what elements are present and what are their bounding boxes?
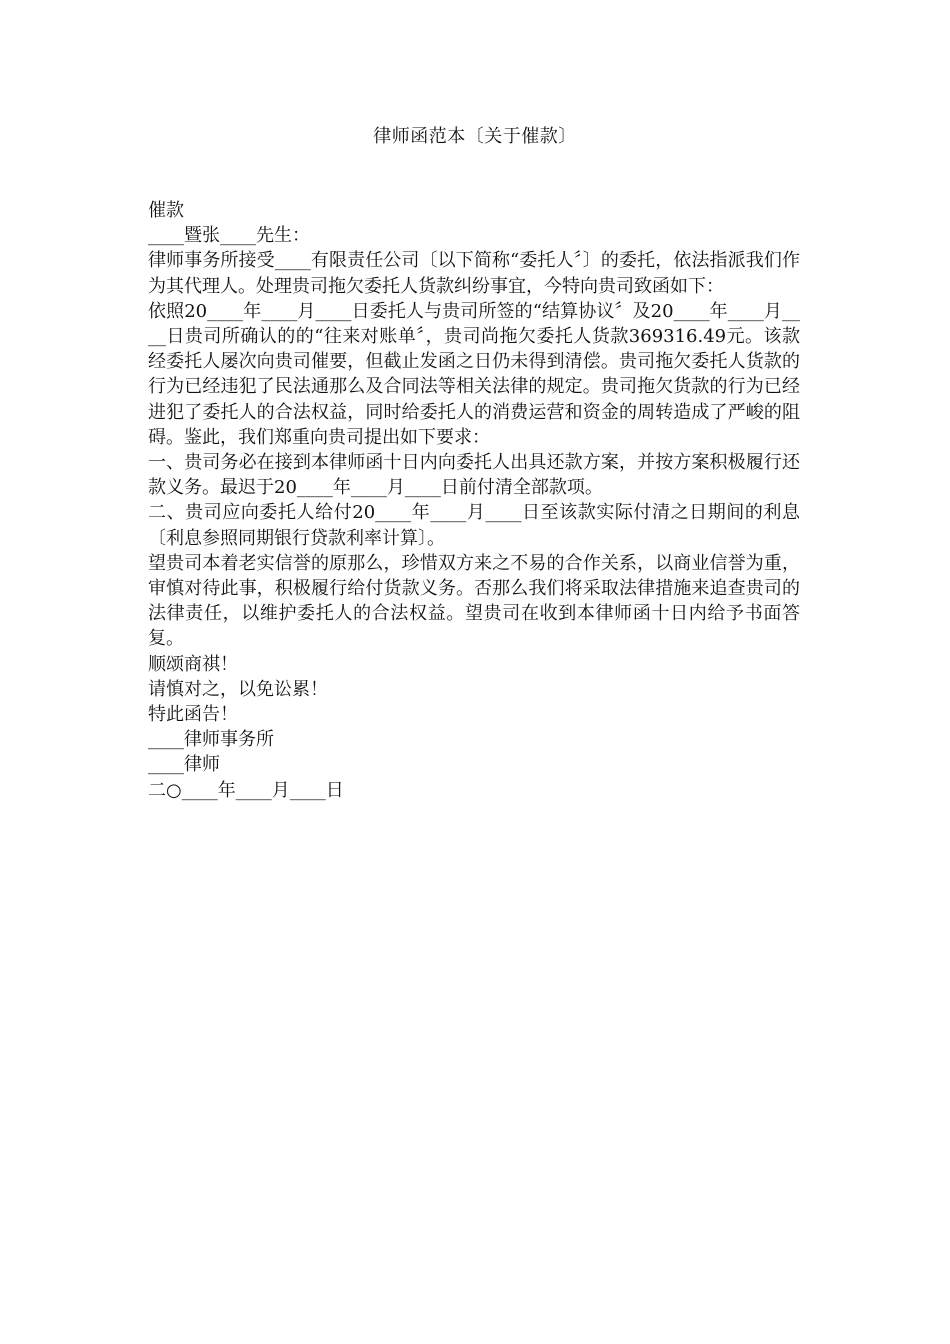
warning-paragraph: 望贵司本着老实信誉的原那么，珍惜双方来之不易的合作关系，以商业信誉为重，审慎对待此事，积极履行给付货款义务。否那么我们将采取法律措施来追查贵司的法律责任，以维护委托人的合法权益。望贵司在收到本律师函十日内给予书面答复。 — [148, 552, 800, 650]
demand-one-paragraph: 一、贵司务必在接到本律师函十日内向委托人出具还款方案，并按方案积极履行还款义务。最迟于20____年____月____日前付清全部款项。 — [148, 452, 800, 499]
signature-date: 二○____年____月____日 — [148, 779, 344, 801]
subject-line: 催款 — [148, 200, 184, 221]
closing-greeting: 顺颂商祺！ — [148, 653, 238, 675]
demand-two-paragraph: 二、贵司应向委托人给付20____年____月____日至该款实际付清之日期间的利息〔利息参照同期银行贷款利率计算〕。 — [148, 502, 800, 549]
closing-notice: 特此函告！ — [148, 704, 238, 726]
document-body — [148, 198, 800, 803]
salutation: ____暨张____先生： — [148, 225, 310, 247]
signature-lawyer: ____律师 — [148, 754, 220, 776]
facts-paragraph: 依照20____年____月____日委托人与贵司所签的“结算协议〞及20____年____月____日贵司所确认的的“往来对账单〞，贵司尚拖欠委托人货款369316.49元。该款经委托人屡次向贵司催要，但截止发函之日仍未得到清偿。贵司拖欠委托人货款的行为已经违犯了民法通那么及合同法等相关法律的规定。贵司拖欠货款的行为已经进犯了委托人的合法权益，同时给委托人的消费运营和资金的周转造成了严峻的阻碍。鉴此，我们郑重向贵司提出如下要求： — [148, 300, 800, 448]
signature-firm: ____律师事务所 — [148, 729, 274, 751]
document-title: 律师函范本〔关于催款〕 — [373, 126, 577, 147]
closing-caution: 请慎对之，以免讼累！ — [148, 678, 328, 700]
intro-paragraph: 律师事务所接受____有限责任公司〔以下简称“委托人〞〕的委托，依法指派我们作为其代理人。处理贵司拖欠委托人货款纠纷事宜，今特向贵司致函如下： — [148, 250, 800, 297]
